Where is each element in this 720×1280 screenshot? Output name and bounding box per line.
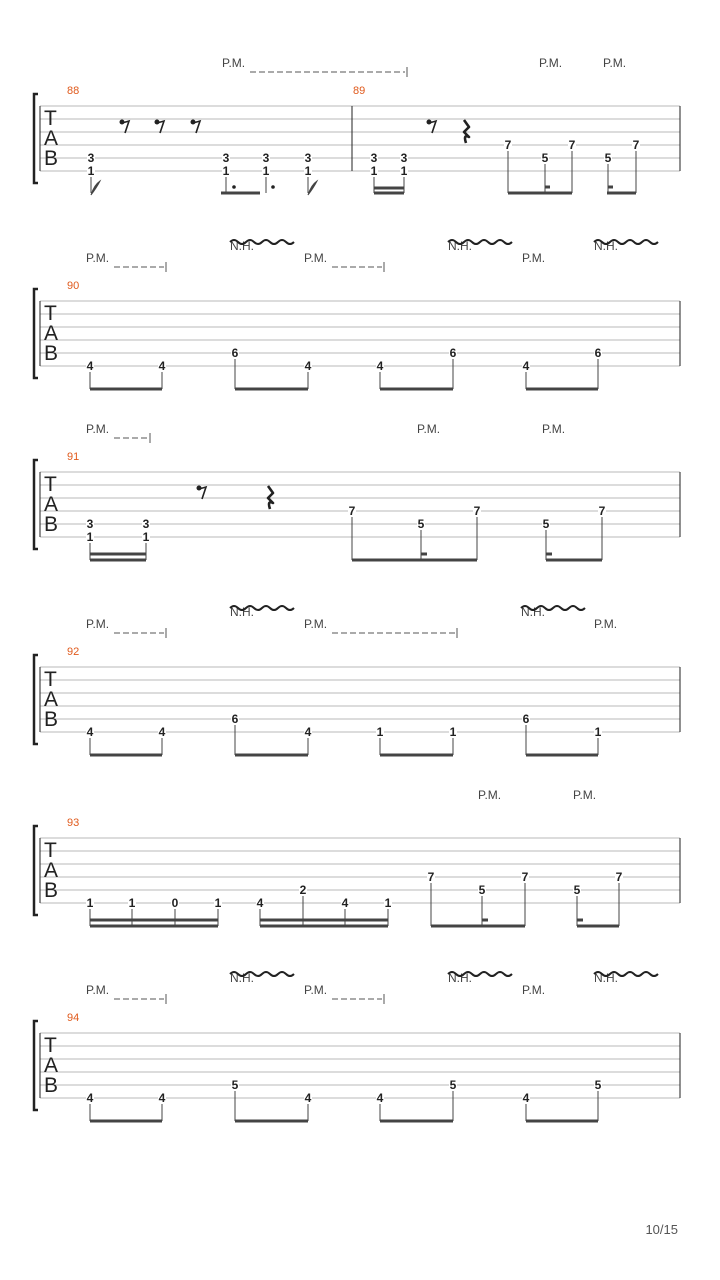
palm-mute-label: P.M. xyxy=(539,56,563,70)
measure-number: 88 xyxy=(67,85,80,97)
palm-mute-label: P.M. xyxy=(522,251,546,265)
fret-number: 1 xyxy=(384,896,392,910)
note-beam xyxy=(526,388,598,391)
tab-system-2 xyxy=(34,239,680,391)
fret-number: 4 xyxy=(256,896,264,910)
fret-number: 4 xyxy=(304,359,312,373)
fret-number: 3 xyxy=(87,151,95,165)
note-beam xyxy=(90,925,218,928)
tab-clef-letter: A xyxy=(44,127,59,150)
palm-mute-label: P.M. xyxy=(86,617,110,631)
eighth-rest xyxy=(122,121,129,133)
note-beam xyxy=(90,754,162,757)
fret-number: 7 xyxy=(348,504,356,518)
note-beam xyxy=(607,192,636,195)
system-bracket xyxy=(34,460,38,549)
note-beam xyxy=(380,1120,453,1123)
natural-harmonic-label: N.H. xyxy=(594,971,618,985)
palm-mute-label: P.M. xyxy=(86,251,110,265)
fret-number: 5 xyxy=(594,1078,602,1092)
fret-number: 1 xyxy=(128,896,136,910)
note-beam xyxy=(526,1120,598,1123)
eighth-rest xyxy=(193,121,200,133)
fret-number: 4 xyxy=(376,359,384,373)
palm-mute-label: P.M. xyxy=(603,56,627,70)
palm-mute-label: P.M. xyxy=(86,422,110,436)
partial-beam xyxy=(608,186,613,189)
note-beam xyxy=(260,925,388,928)
fret-number: 5 xyxy=(542,517,550,531)
fret-number: 4 xyxy=(522,359,530,373)
system-bracket xyxy=(34,826,38,915)
natural-harmonic-label: N.H. xyxy=(448,971,472,985)
note-beam xyxy=(235,1120,308,1123)
fret-number: 1 xyxy=(87,164,95,178)
fret-number: 2 xyxy=(299,883,307,897)
fret-number: 1 xyxy=(449,725,457,739)
note-beam xyxy=(90,559,146,562)
fret-number: 4 xyxy=(158,359,166,373)
tab-clef-letter: A xyxy=(44,1054,59,1077)
note-beam xyxy=(546,559,602,562)
natural-harmonic-label: N.H. xyxy=(230,239,254,253)
system-bracket xyxy=(34,94,38,183)
note-beam xyxy=(380,388,453,391)
fret-number: 4 xyxy=(86,1091,94,1105)
fret-number: 4 xyxy=(158,1091,166,1105)
palm-mute-label: P.M. xyxy=(304,983,328,997)
tab-clef-letter: B xyxy=(44,708,59,731)
fret-number: 1 xyxy=(376,725,384,739)
system-bracket xyxy=(34,289,38,378)
fret-number: 5 xyxy=(417,517,425,531)
fret-number: 7 xyxy=(615,870,623,884)
tab-clef-letter: T xyxy=(44,1034,57,1057)
fret-number: 4 xyxy=(86,725,94,739)
palm-mute-label: P.M. xyxy=(86,983,110,997)
palm-mute-label: P.M. xyxy=(417,422,441,436)
fret-number: 1 xyxy=(222,164,230,178)
note-beam xyxy=(90,388,162,391)
fret-number: 4 xyxy=(341,896,349,910)
fret-number: 1 xyxy=(400,164,408,178)
tab-clef-letter: B xyxy=(44,342,59,365)
palm-mute-label: P.M. xyxy=(478,788,502,802)
measure-number: 93 xyxy=(67,817,80,829)
fret-number: 3 xyxy=(262,151,270,165)
partial-beam xyxy=(546,553,552,556)
fret-number: 5 xyxy=(541,151,549,165)
note-beam xyxy=(374,187,404,190)
note-beam xyxy=(221,192,260,195)
fret-number: 7 xyxy=(473,504,481,518)
palm-mute-label: P.M. xyxy=(522,983,546,997)
note-beam xyxy=(380,754,453,757)
tab-system-4 xyxy=(34,605,680,757)
system-bracket xyxy=(34,655,38,744)
fret-number: 3 xyxy=(222,151,230,165)
tab-clef-letter: B xyxy=(44,879,59,902)
natural-harmonic-label: N.H. xyxy=(230,605,254,619)
note-flag xyxy=(308,181,317,195)
palm-mute-label: P.M. xyxy=(573,788,597,802)
tab-clef-letter: A xyxy=(44,493,59,516)
fret-number: 6 xyxy=(231,346,239,360)
note-beam xyxy=(374,192,404,195)
partial-beam xyxy=(482,919,488,922)
fret-number: 6 xyxy=(594,346,602,360)
fret-number: 7 xyxy=(521,870,529,884)
fret-number: 7 xyxy=(632,138,640,152)
page-number: 10/15 xyxy=(645,1222,678,1237)
partial-beam xyxy=(577,919,583,922)
fret-number: 1 xyxy=(214,896,222,910)
palm-mute-label: P.M. xyxy=(594,617,618,631)
fret-number: 7 xyxy=(598,504,606,518)
fret-number: 1 xyxy=(86,530,94,544)
fret-number: 1 xyxy=(594,725,602,739)
note-beam xyxy=(90,553,146,556)
fret-number: 3 xyxy=(142,517,150,531)
tab-clef-letter: T xyxy=(44,107,57,130)
palm-mute-label: P.M. xyxy=(222,56,246,70)
tab-clef-letter: A xyxy=(44,322,59,345)
fret-number: 3 xyxy=(86,517,94,531)
palm-mute-label: P.M. xyxy=(304,617,328,631)
fret-number: 7 xyxy=(504,138,512,152)
note-beam xyxy=(90,1120,162,1123)
tab-clef-letter: A xyxy=(44,859,59,882)
fret-number: 1 xyxy=(142,530,150,544)
palm-mute-label: P.M. xyxy=(304,251,328,265)
augmentation-dot xyxy=(271,185,275,189)
natural-harmonic-label: N.H. xyxy=(230,971,254,985)
fret-number: 1 xyxy=(86,896,94,910)
fret-number: 4 xyxy=(304,725,312,739)
tab-clef-letter: B xyxy=(44,513,59,536)
fret-number: 4 xyxy=(86,359,94,373)
tab-clef-letter: T xyxy=(44,302,57,325)
natural-harmonic-label: N.H. xyxy=(521,605,545,619)
natural-harmonic-label: N.H. xyxy=(448,239,472,253)
fret-number: 5 xyxy=(449,1078,457,1092)
fret-number: 4 xyxy=(304,1091,312,1105)
partial-beam xyxy=(421,553,427,556)
note-beam xyxy=(526,754,598,757)
natural-harmonic-label: N.H. xyxy=(594,239,618,253)
system-bracket xyxy=(34,1021,38,1110)
note-flag xyxy=(91,181,100,195)
tab-system-1 xyxy=(34,56,680,195)
tab-clef-letter: T xyxy=(44,839,57,862)
fret-number: 4 xyxy=(158,725,166,739)
fret-number: 5 xyxy=(573,883,581,897)
measure-number: 89 xyxy=(353,85,366,97)
fret-number: 1 xyxy=(304,164,312,178)
fret-number: 3 xyxy=(370,151,378,165)
fret-number: 6 xyxy=(522,712,530,726)
measure-number: 90 xyxy=(67,280,80,292)
note-beam xyxy=(235,754,308,757)
tab-system-3 xyxy=(34,422,680,562)
tab-clef-letter: T xyxy=(44,668,57,691)
fret-number: 6 xyxy=(449,346,457,360)
fret-number: 4 xyxy=(522,1091,530,1105)
note-beam xyxy=(508,192,572,195)
measure-number: 91 xyxy=(67,451,80,463)
note-beam xyxy=(431,925,525,928)
fret-number: 7 xyxy=(568,138,576,152)
tab-clef-letter: B xyxy=(44,1074,59,1097)
tab-clef-letter: T xyxy=(44,473,57,496)
eighth-rest xyxy=(157,121,164,133)
fret-number: 6 xyxy=(231,712,239,726)
fret-number: 0 xyxy=(171,896,179,910)
fret-number: 1 xyxy=(370,164,378,178)
eighth-rest xyxy=(199,487,206,499)
fret-number: 5 xyxy=(604,151,612,165)
fret-number: 4 xyxy=(376,1091,384,1105)
palm-mute-label: P.M. xyxy=(542,422,566,436)
fret-number: 7 xyxy=(427,870,435,884)
fret-number: 5 xyxy=(478,883,486,897)
eighth-rest xyxy=(429,121,436,133)
partial-beam xyxy=(545,186,550,189)
note-beam xyxy=(352,559,477,562)
tab-clef-letter: A xyxy=(44,688,59,711)
tab-system-5 xyxy=(34,788,680,928)
measure-number: 92 xyxy=(67,646,80,658)
fret-number: 5 xyxy=(231,1078,239,1092)
note-beam xyxy=(260,919,388,922)
note-beam xyxy=(90,919,218,922)
fret-number: 3 xyxy=(304,151,312,165)
tab-systems xyxy=(34,56,680,1123)
measure-number: 94 xyxy=(67,1012,80,1024)
fret-number: 3 xyxy=(400,151,408,165)
augmentation-dot xyxy=(232,185,236,189)
fret-number: 1 xyxy=(262,164,270,178)
note-beam xyxy=(235,388,308,391)
tab-system-6 xyxy=(34,971,680,1123)
tab-clef-letter: B xyxy=(44,147,59,170)
note-beam xyxy=(577,925,619,928)
